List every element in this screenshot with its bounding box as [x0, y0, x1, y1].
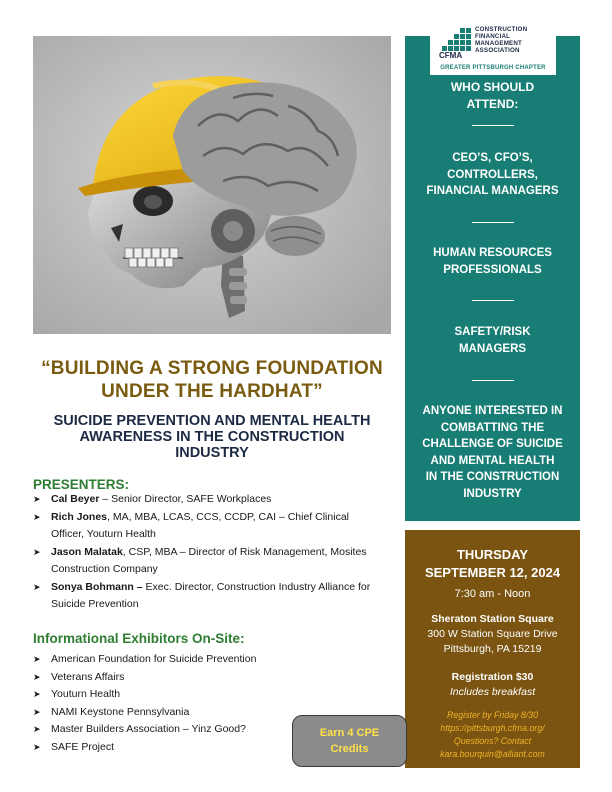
- logo-acronym: CFMA: [439, 51, 463, 60]
- exhibitor-name: Youturn Health: [51, 688, 121, 700]
- arrow-bullet-icon: ➤: [33, 654, 41, 664]
- arrow-bullet-icon: ➤: [33, 546, 41, 557]
- exhibitors-heading: Informational Exhibitors On-Site:: [33, 631, 245, 646]
- event-date-text: SEPTEMBER 12, 2024: [424, 565, 561, 580]
- exhibitor-item: [33, 669, 293, 687]
- exhibitor-item: [33, 704, 293, 722]
- attend-line: PROFESSIONALS: [443, 263, 542, 276]
- attend-line: INDUSTRY: [463, 487, 522, 500]
- cpe-line1: Earn 4 CPE: [319, 727, 380, 739]
- cpe-credits-badge: [292, 715, 407, 767]
- exhibitor-item: [33, 686, 293, 704]
- contact-email-link[interactable]: kara.bourquin@alliant.com: [440, 749, 545, 759]
- skull-hardhat-brain-image: [33, 36, 391, 334]
- presenter-title-cont: Construction Company: [51, 563, 158, 575]
- presenter-title-cont: Suicide Prevention: [51, 598, 139, 610]
- attend-line: IN THE CONSTRUCTION: [425, 471, 560, 483]
- attend-line: CHALLENGE OF SUICIDE: [422, 438, 563, 450]
- presenter-name: Cal Beyer: [51, 493, 100, 505]
- registration-includes: Includes breakfast: [449, 686, 536, 698]
- presenter-item: [33, 509, 393, 544]
- divider: [472, 125, 514, 126]
- attend-line: MANAGERS: [458, 342, 527, 355]
- event-title-line1: “BUILDING A STRONG FOUNDATION: [41, 358, 383, 379]
- event-time: 7:30 am - Noon: [454, 588, 531, 600]
- presenter-title: , CSP, MBA – Director of Risk Management, Mosites: [122, 545, 367, 558]
- event-title-line2: UNDER THE HARDHAT”: [101, 381, 323, 402]
- presenter-name: Sonya Bohmann –: [51, 580, 143, 593]
- exhibitor-item: [33, 721, 293, 739]
- attend-line: AND MENTAL HEALTH: [430, 454, 555, 467]
- attend-group-executives: [405, 150, 580, 200]
- exhibitor-name: American Foundation for Suicide Prevention: [51, 653, 257, 665]
- presenter-item: [33, 544, 393, 579]
- questions-label: Questions? Contact: [453, 736, 532, 746]
- logo-chapter: GREATER PITTSBURGH CHAPTER: [440, 65, 546, 71]
- logo-line: FINANCIAL: [475, 33, 511, 40]
- divider: [472, 300, 514, 301]
- attend-heading-line: WHO SHOULD: [450, 80, 535, 94]
- presenter-name: Jason Malatak: [51, 545, 123, 558]
- arrow-bullet-icon: ➤: [33, 581, 41, 592]
- cpe-line2: Credits: [330, 743, 369, 755]
- venue-address2: Pittsburgh, PA 15219: [443, 643, 542, 655]
- exhibitor-name: NAMI Keystone Pennsylvania: [51, 705, 190, 718]
- registration-price: Registration $30: [451, 671, 534, 683]
- attend-line: CONTROLLERS,: [447, 168, 538, 181]
- attend-line: COMBATTING THE: [440, 421, 545, 434]
- event-registration: [405, 670, 580, 700]
- event-date: [405, 546, 580, 582]
- arrow-bullet-icon: ➤: [33, 671, 41, 682]
- attend-group-safety: [405, 324, 580, 357]
- presenter-title: – Senior Director, SAFE Workplaces: [99, 493, 272, 505]
- attend-line: CEO’S, CFO’S,: [452, 152, 533, 164]
- presenter-item: [33, 579, 393, 614]
- event-contact: [405, 709, 580, 761]
- presenter-name: Rich Jones: [51, 510, 108, 523]
- attend-group-anyone: [405, 403, 580, 502]
- presenter-title: , MA, MBA, LCAS, CCS, CCDP, CAI – Chief Clinical: [107, 510, 349, 523]
- presenter-title: Exec. Director, Construction Industry Alliance for: [142, 580, 371, 593]
- arrow-bullet-icon: ➤: [33, 706, 41, 717]
- divider: [472, 380, 514, 381]
- attend-heading: [405, 79, 580, 112]
- divider: [472, 222, 514, 223]
- presenter-title-cont: Officer, Youturn Health: [51, 528, 156, 540]
- attend-line: HUMAN RESOURCES: [433, 247, 552, 259]
- event-subtitle-line2: AWARENESS IN THE CONSTRUCTION: [79, 429, 345, 445]
- arrow-bullet-icon: ➤: [33, 741, 41, 752]
- event-day: THURSDAY: [456, 547, 529, 562]
- arrow-bullet-icon: ➤: [33, 724, 41, 734]
- exhibitors-list: [33, 651, 293, 756]
- exhibitor-name: Master Builders Association – Yinz Good?: [51, 723, 246, 735]
- attend-line: ANYONE INTERESTED IN: [422, 405, 563, 417]
- event-title: [33, 357, 391, 403]
- exhibitor-name: Veterans Affairs: [51, 670, 125, 683]
- event-subtitle-line3: INDUSTRY: [175, 445, 249, 461]
- presenter-item: [33, 491, 393, 509]
- register-deadline: Register by Friday 8/30: [447, 710, 538, 720]
- exhibitor-item: [33, 739, 293, 757]
- event-subtitle: [33, 413, 391, 461]
- registration-link[interactable]: https://pittsburgh.cfma.org/: [440, 723, 545, 733]
- logo-line: CONSTRUCTION: [475, 26, 528, 33]
- venue-name: Sheraton Station Square: [431, 613, 554, 625]
- arrow-bullet-icon: ➤: [33, 494, 41, 504]
- logo-wordmark: [475, 26, 527, 54]
- presenters-heading: PRESENTERS:: [33, 477, 130, 492]
- hero-illustration: [33, 36, 391, 334]
- attend-line: FINANCIAL MANAGERS: [426, 185, 559, 197]
- arrow-bullet-icon: ➤: [33, 689, 41, 699]
- presenters-list: [33, 491, 393, 614]
- arrow-bullet-icon: ➤: [33, 511, 41, 522]
- attend-group-hr: [405, 245, 580, 278]
- event-venue: [405, 612, 580, 657]
- logo-line: ASSOCIATION: [475, 47, 520, 54]
- attend-line: SAFETY/RISK: [454, 326, 531, 338]
- attend-heading-line: ATTEND:: [466, 96, 519, 111]
- event-subtitle-line1: SUICIDE PREVENTION AND MENTAL HEALTH: [53, 413, 371, 429]
- logo-line: MANAGEMENT: [475, 40, 523, 47]
- cfma-logo: [430, 20, 556, 75]
- cfma-grid-icon: [442, 28, 472, 52]
- venue-address1: 300 W Station Square Drive: [427, 628, 558, 640]
- exhibitor-name: SAFE Project: [51, 740, 115, 753]
- exhibitor-item: [33, 651, 293, 669]
